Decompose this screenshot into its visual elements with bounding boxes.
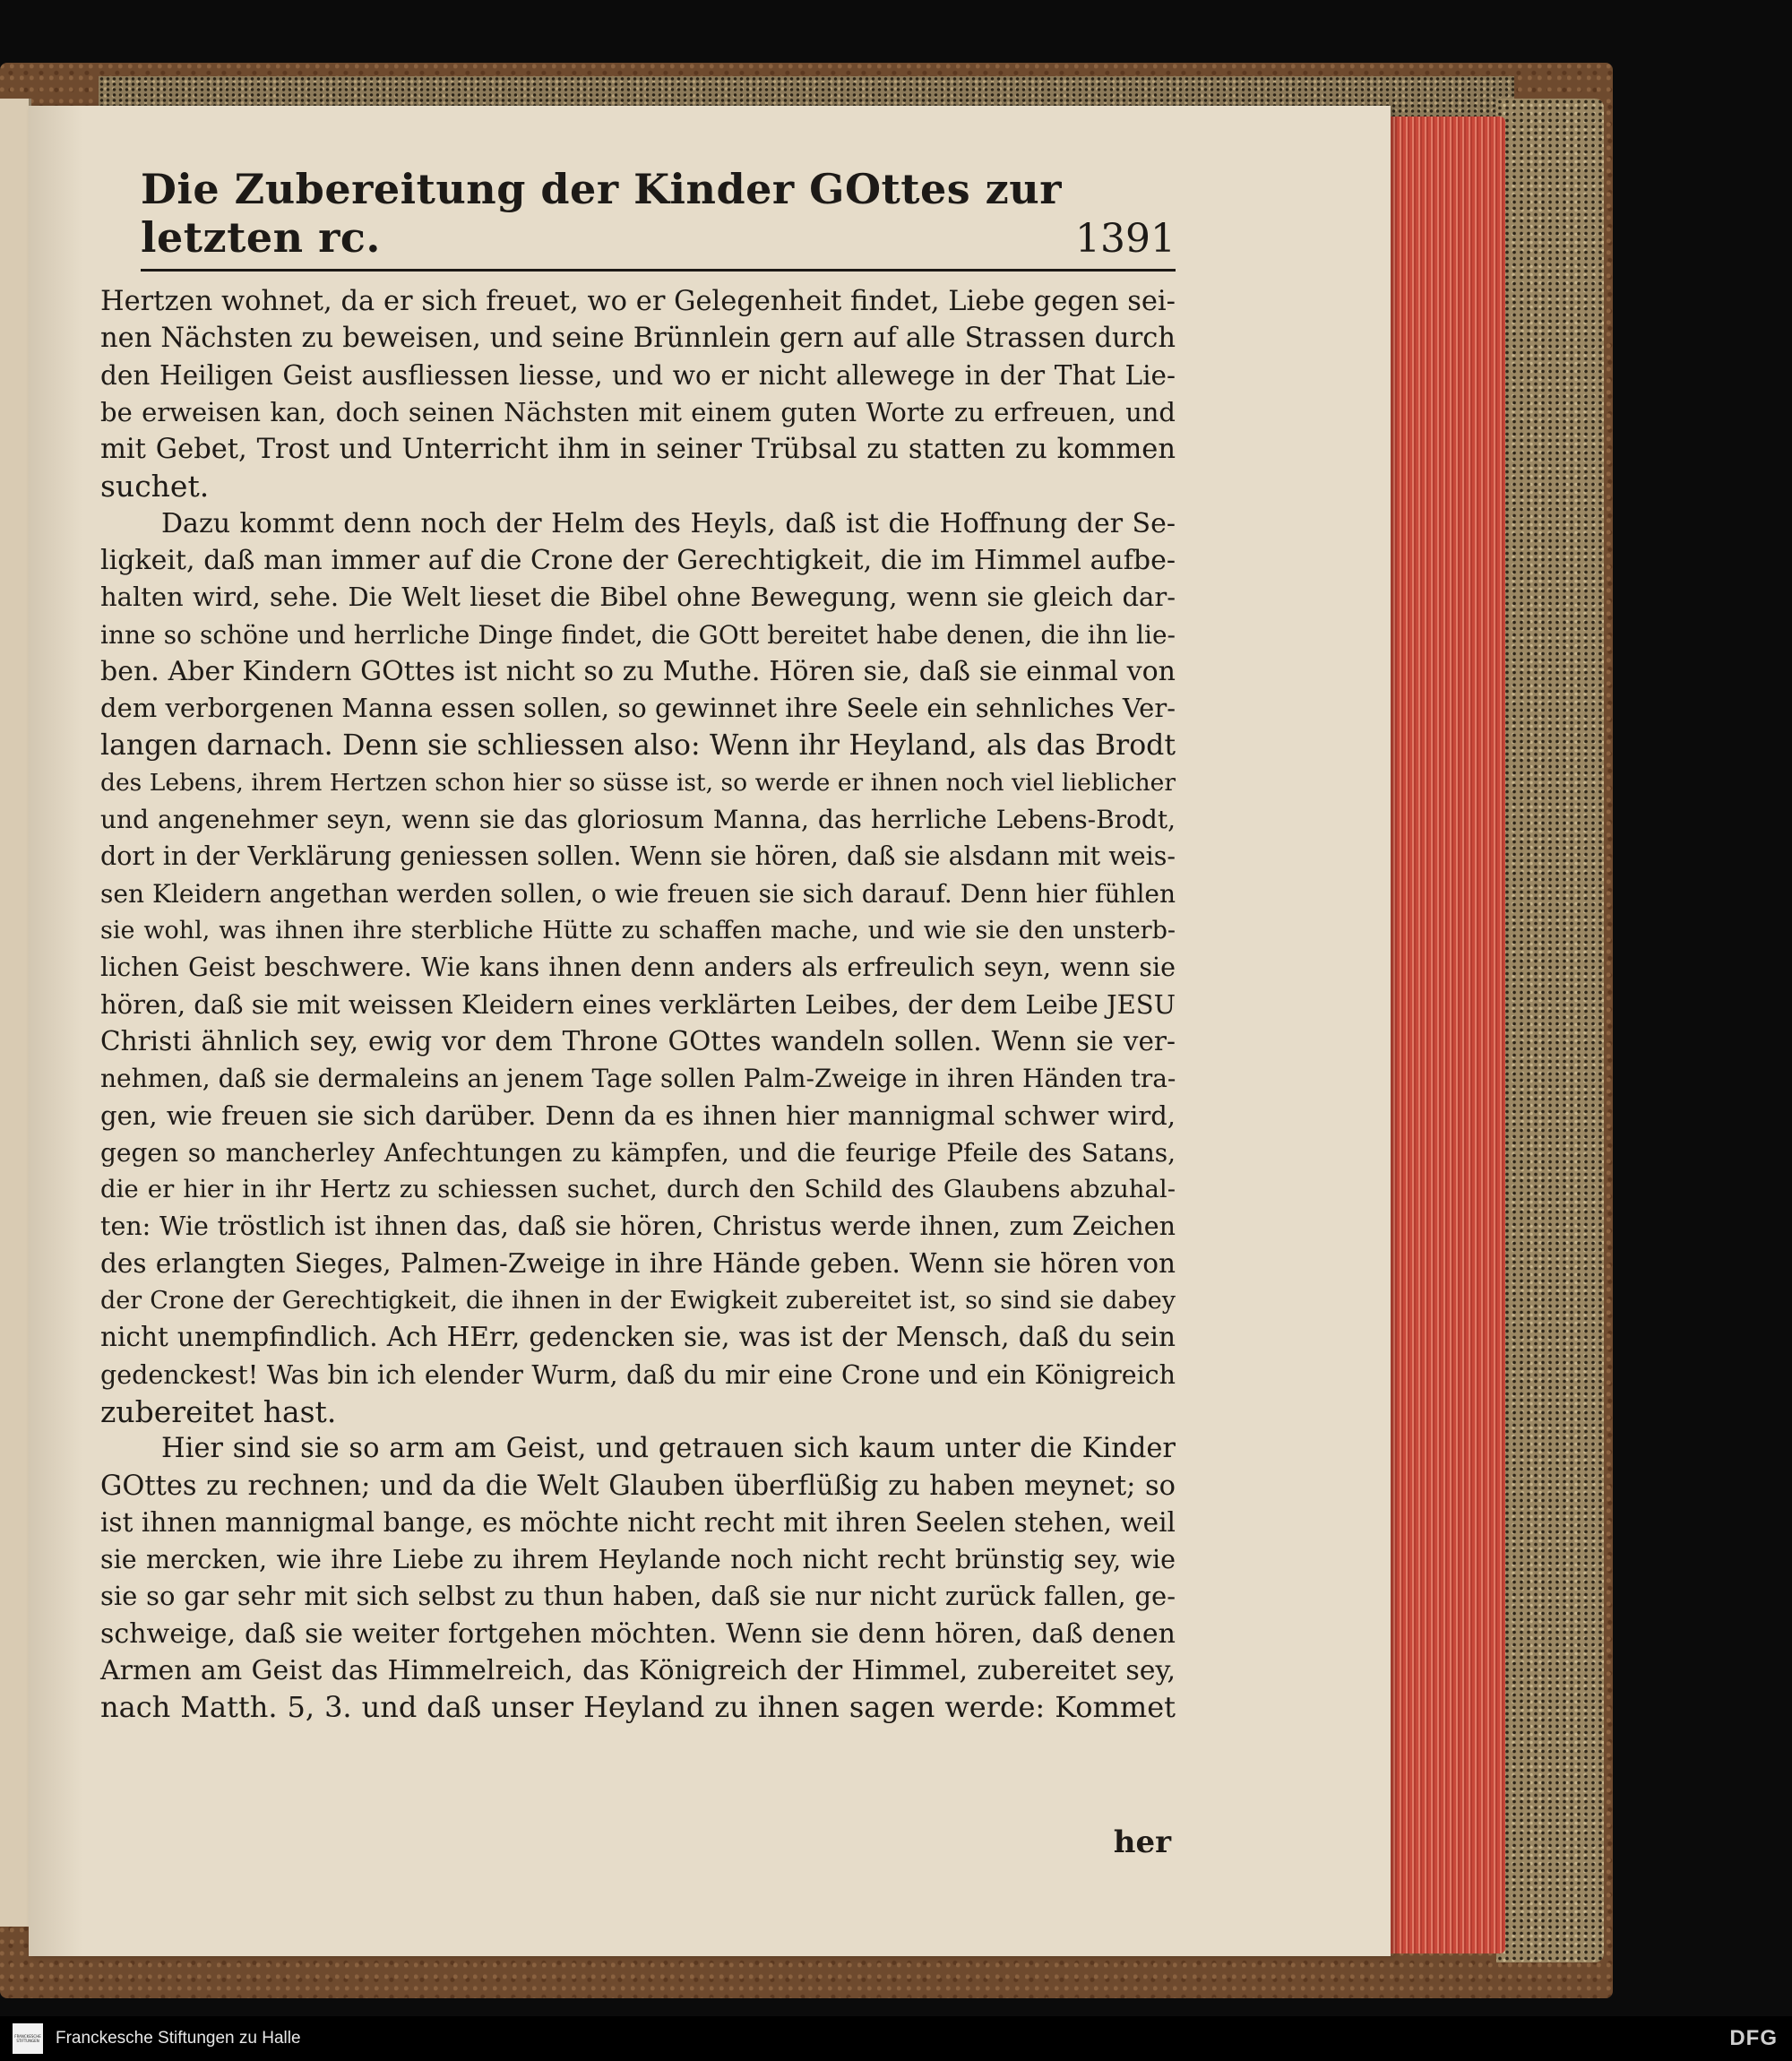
text-line: halten wird, sehe. Die Welt lieset die Bibel ohne Bewegung, wenn sie gleich dar- [100, 582, 1176, 613]
catchword: her [1113, 1824, 1171, 1860]
text-line: GOttes zu rechnen; und da die Welt Glauben überflüßig zu haben meynet; so [100, 1470, 1176, 1502]
paragraph-1 [100, 283, 1176, 505]
text-line: Hertzen wohnet, da er sich freuet, wo er Gelegenheit findet, Liebe gegen sei- [100, 286, 1176, 317]
text-line: schweige, daß sie weiter fortgehen möchten. Wenn sie denn hören, daß denen [100, 1617, 1176, 1650]
viewer-footer-bar [0, 2016, 1792, 2061]
text-line: sen Kleidern angethan werden sollen, o wie freuen sie sich darauf. Denn hier fühlen [100, 878, 1176, 909]
header-title: Die Zubereitung der Kinder GOttes zur letzten rc. [141, 165, 1062, 262]
text-line: sie mercken, wie ihre Liebe zu ihrem Heylande noch nicht recht brünstig sey, wie [100, 1545, 1176, 1575]
body-text [100, 283, 1176, 1727]
text-line: suchet. [100, 469, 210, 504]
text-line: mit Gebet, Trost und Unterricht ihm in seiner Trübsal zu statten zu kommen [100, 434, 1176, 466]
text-line: sie so gar sehr mit sich selbst zu thun haben, daß sie nur nicht zurück fallen, ge- [100, 1581, 1176, 1612]
facing-page-edge [0, 99, 31, 1927]
logo-text: FRANCKESCHE STIFTUNGEN [14, 2034, 41, 2043]
text-line: dem verborgenen Manna essen sollen, so gewinnet ihre Seele ein sehnliches Ver- [100, 693, 1176, 724]
text-line: zubereitet hast. [100, 1393, 337, 1429]
book-page [29, 106, 1391, 1956]
institution-logo[interactable] [13, 2023, 43, 2054]
text-line: sie wohl, was ihnen ihre sterbliche Hütte zu schaffen mache, und wie sie den unsterb- [100, 917, 1176, 945]
text-line: gedenckest! Was bin ich elender Wurm, daß du mir eine Crone und ein Königreich [100, 1359, 1176, 1390]
text-line: des Lebens, ihrem Hertzen schon hier so süsse ist, so werde er ihnen noch viel lieblicher [100, 768, 1176, 797]
red-page-edges [1384, 116, 1505, 1953]
paragraph-2 [100, 505, 1176, 1430]
text-line: hören, daß sie mit weissen Kleidern eines verklärten Leibes, der dem Leibe JESU [100, 988, 1176, 1020]
text-line: ist ihnen mannigmal bange, es möchte nicht recht mit ihren Seelen stehen, weil [100, 1506, 1176, 1538]
text-line: die er hier in ihr Hertz zu schiessen suchet, durch den Schild des Glaubens abzuhal- [100, 1175, 1176, 1204]
text-line: gen, wie freuen sie sich darüber. Denn da es ihnen hier mannigmal schwer wird, [100, 1099, 1176, 1131]
paragraph-3 [100, 1430, 1176, 1726]
text-line: Christi ähnlich sey, ewig vor dem Throne GOttes wandeln sollen. Wenn sie ver- [100, 1025, 1176, 1056]
text-line: und angenehmer seyn, wenn sie das gloriosum Manna, das herrliche Lebens-Brodt, [100, 805, 1176, 835]
text-line: ligkeit, daß man immer auf die Crone der Gerechtigkeit, die im Himmel aufbe- [100, 545, 1176, 577]
text-line: inne so schöne und herrliche Dinge findet, die GOtt bereitet habe denen, die ihn lie- [100, 619, 1176, 650]
text-line: Armen am Geist das Himmelreich, das Königreich der Himmel, zubereitet sey, [100, 1654, 1176, 1686]
text-line: der Crone der Gerechtigkeit, die ihnen in der Ewigkeit zubereitet ist, so sind sie dabey [100, 1287, 1176, 1315]
text-line: dort in der Verklärung geniessen sollen. Wenn sie hören, daß sie alsdann mit weis- [100, 841, 1176, 872]
text-line: ben. Aber Kindern GOttes ist nicht so zu Muthe. Hören sie, daß sie einmal von [100, 655, 1176, 687]
institution-name[interactable]: Franckesche Stiftungen zu Halle [56, 2029, 301, 2048]
text-line: nach Matth. 5, 3. und daß unser Heyland zu ihnen sagen werde: Kommet [100, 1690, 1176, 1725]
text-line: nicht unempfindlich. Ach HErr, gedencken sie, was ist der Mensch, daß du sein [100, 1322, 1176, 1353]
dfg-logo[interactable]: DFG [1729, 2026, 1778, 2050]
text-line: ten: Wie tröstlich ist ihnen das, daß sie hören, Christus werde ihnen, zum Zeichen [100, 1212, 1176, 1242]
text-line: be erweisen kan, doch seinen Nächsten mit einem guten Worte zu erfreuen, und [100, 396, 1176, 427]
text-line: langen darnach. Denn sie schliessen also: Wenn ihr Heyland, als das Brodt [100, 729, 1176, 762]
text-line: nehmen, daß sie dermaleins an jenem Tage sollen Palm-Zweige in ihren Händen tra- [100, 1064, 1176, 1094]
text-line: des erlangten Sieges, Palmen-Zweige in ihre Hände geben. Wenn sie hören von [100, 1247, 1176, 1279]
text-line: nen Nächsten zu beweisen, und seine Brünnlein gern auf alle Strassen durch [100, 323, 1176, 355]
marbled-endpaper-right [1496, 99, 1604, 1962]
text-line: lichen Geist beschwere. Wie kans ihnen denn anders als erfreulich seyn, wenn sie [100, 953, 1176, 983]
text-line: Hier sind sie so arm am Geist, und getrauen sich kaum unter die Kinder [161, 1433, 1176, 1465]
text-line: gegen so mancherley Anfechtungen zu kämpfen, und die feurige Pfeile des Satans, [100, 1137, 1176, 1168]
running-header [141, 165, 1176, 272]
text-line: den Heiligen Geist ausfliessen liesse, und wo er nicht allewege in der That Lie- [100, 359, 1176, 391]
text-line: Dazu kommt denn noch der Helm des Heyls, daß ist die Hoffnung der Se- [161, 507, 1176, 539]
page-number: 1391 [1075, 216, 1176, 262]
